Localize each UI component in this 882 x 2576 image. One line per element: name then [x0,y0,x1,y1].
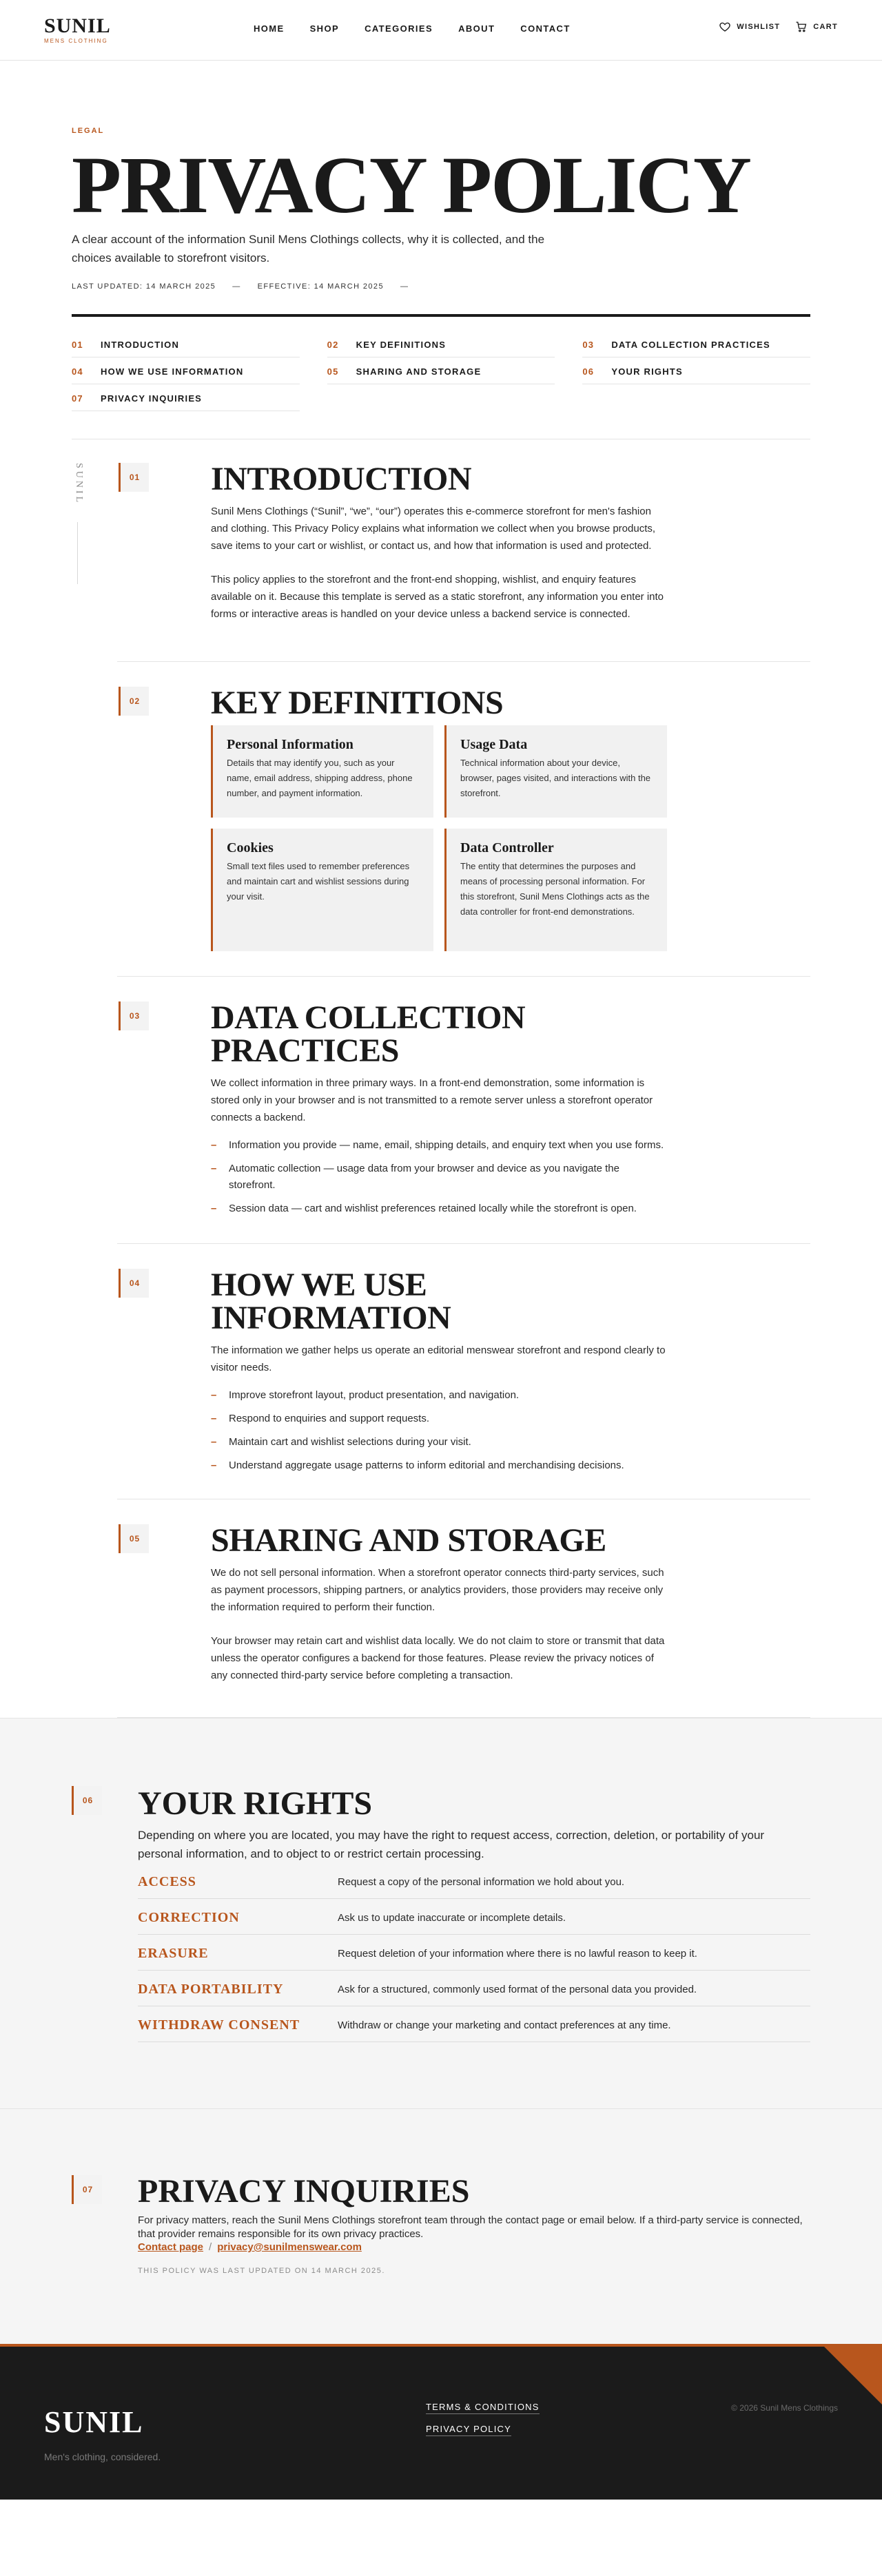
footer-copyright: © 2026 Sunil Mens Clothings [731,2403,838,2413]
toc-item-your-rights[interactable] [582,357,810,384]
list-item-text: Session data — cart and wishlist preferences retained locally while the storefront is open. [229,1203,637,1214]
title-line: DATA COLLECTION [211,999,526,1036]
list-item [211,1161,666,1194]
definition-title: Cookies [227,840,274,855]
section-title: INTRODUCTION [211,461,472,497]
toc-label: YOUR RIGHTS [611,366,683,377]
definition-title: Usage Data [460,737,528,752]
section-title: YOUR RIGHTS [138,1785,373,1822]
brand-logo[interactable] [44,16,111,44]
definition-title: Personal Information [227,737,353,752]
site-footer [0,2344,882,2500]
dash-icon: – [211,1413,217,1424]
hero-eyebrow: LEGAL [72,127,105,135]
toc-num: 06 [582,366,595,377]
cart-label: CART [813,23,838,31]
brand-subtitle: MENS CLOTHING [44,38,108,44]
toc-item-data-collection[interactable] [582,331,810,357]
toc-label: INTRODUCTION [101,340,180,350]
right-description: Request a copy of the personal information we hold about you. [338,1876,625,1888]
list-item [211,1137,666,1154]
dash-icon: – [211,1139,217,1151]
toc-num: 03 [582,340,595,350]
toc-item-privacy-inquiries[interactable] [72,384,300,411]
bullet-list [211,1387,666,1474]
right-name: DATA PORTABILITY [138,1982,284,1997]
cart-button[interactable] [795,21,838,33]
right-name: CORRECTION [138,1910,240,1925]
nav-contact[interactable]: CONTACT [520,23,571,34]
definitions-grid [211,725,667,951]
toc-item-key-definitions[interactable] [327,331,555,357]
section-sharing-storage [117,1499,810,1718]
list-item-text: Respond to enquiries and support requests. [229,1413,430,1424]
right-description: Withdraw or change your marketing and contact preferences at any time. [338,2019,671,2031]
toc-num: 04 [72,366,83,377]
section-number: 03 [119,1001,149,1030]
section-paragraph: This policy applies to the storefront and the front-end shopping, wishlist, and enquiry features available on it. Because this template is served as a static storefront, any information you enter into forms or interactive areas is handled on your device unless a backend service is connected. [211,574,664,620]
list-item-text: Automatic collection — usage data from your browser and device as you navigate the storefront. [229,1163,619,1191]
last-updated: LAST UPDATED: 14 MARCH 2025 [72,282,216,291]
list-item-text: Improve storefront layout, product presentation, and navigation. [229,1389,520,1401]
cart-icon [795,21,808,33]
privacy-email-link[interactable]: privacy@sunilmenswear.com [217,2241,362,2253]
list-item [211,1201,666,1217]
section-title [211,1269,666,1335]
section-paragraph: Sunil Mens Clothings (“Sunil”, “we”, “our”) operates this e-commerce storefront for men's fashion and clothing. This Privacy Policy explains what information we collect when you browse products, save items to your cart or wishlist, or contact us, and how that information is used and protected. [211,506,656,552]
toc-item-how-we-use[interactable] [72,357,300,384]
section-title [211,1001,666,1068]
section-title: PRIVACY INQUIRIES [138,2173,470,2210]
title-line: HOW WE USE [211,1267,427,1303]
section-your-rights [0,1718,882,2108]
toc-num: 05 [327,366,339,377]
definition-text: Details that may identify you, such as your name, email address, shipping address, phone number, and payment information. [227,758,413,798]
nav-categories[interactable]: CATEGORIES [365,23,433,34]
list-item [211,1457,666,1474]
section-number: 02 [119,687,149,716]
list-item-text: Understand aggregate usage patterns to inform editorial and merchandising decisions. [229,1460,624,1471]
toc-label: SHARING AND STORAGE [356,366,482,377]
dash-icon: – [211,1436,217,1448]
definition-card [444,829,667,951]
section-data-collection [117,977,810,1244]
footer-link-terms[interactable]: TERMS & CONDITIONS [426,2402,540,2414]
section-number: 05 [119,1524,149,1553]
footer-corner-accent [824,2347,882,2404]
header-actions [719,21,838,33]
definition-text: Technical information about your device, browser, pages visited, and interactions with the storefront. [460,758,651,798]
inquiries-paragraph: For privacy matters, reach the Sunil Mens Clothings storefront team through the contact page or email below. If a third-party service is connected, that provider remains responsible for its own privacy practices. [138,2214,803,2240]
toc-num: 02 [327,340,339,350]
right-row [138,1863,810,1899]
dash-icon: – [211,1203,217,1214]
definition-text: The entity that determines the purposes and means of processing personal information. For this storefront, Sunil Mens Clothings acts as the data controller for front-end demonstrations. [460,861,650,917]
toc-num: 07 [72,393,83,404]
title-line: INFORMATION [211,1300,451,1336]
right-row [138,2006,810,2042]
list-item [211,1387,666,1404]
list-item [211,1434,666,1451]
section-introduction [117,439,810,662]
toc-label: KEY DEFINITIONS [356,340,447,350]
wishlist-label: WISHLIST [737,23,781,31]
link-separator: / [209,2241,212,2253]
rights-list [138,1863,810,2042]
footer-brand[interactable]: SUNIL [44,2405,144,2439]
definition-title: Data Controller [460,840,554,855]
toc-label: DATA COLLECTION PRACTICES [611,340,770,350]
section-number: 01 [119,463,149,492]
section-number: 07 [72,2175,102,2204]
hero [0,61,882,439]
policy-sections [0,439,882,1718]
bullet-list [211,1137,666,1217]
definition-text: Small text files used to remember preferences and maintain cart and wishlist sessions during your visit. [227,861,410,902]
page-title: PRIVACY POLICY [72,140,750,230]
toc-item-sharing-storage[interactable] [327,357,555,384]
wishlist-button[interactable] [719,21,780,33]
site-header [0,0,882,61]
effective-date: EFFECTIVE: 14 MARCH 2025 [257,282,384,291]
dash-icon: – [211,1163,217,1174]
toc-num: 01 [72,340,83,350]
side-brand: SUNIL [74,463,84,506]
hero-meta [72,282,810,291]
right-row [138,1899,810,1935]
definition-card [444,725,667,818]
right-name: WITHDRAW CONSENT [138,2017,300,2033]
rights-lead: Depending on where you are located, you may have the right to request access, correction, deletion, or portability of your personal information, and to object to or restrict certain processing. [138,1829,765,1860]
meta-dash: — [400,282,409,291]
section-title: SHARING AND STORAGE [211,1522,606,1559]
section-privacy-inquiries [0,2108,882,2344]
list-item-text: Information you provide — name, email, shipping details, and enquiry text when you use forms. [229,1139,664,1151]
section-paragraph: We do not sell personal information. When a storefront operator connects third-party services, such as payment processors, shipping partners, or analytics providers, those providers may receive only the information required to perform their function. [211,1567,664,1613]
heart-icon [719,21,731,33]
list-item [211,1411,666,1427]
right-row [138,1935,810,1971]
right-description: Ask for a structured, commonly used format of the personal data you provided. [338,1984,697,1995]
nav-about[interactable]: ABOUT [458,23,495,34]
title-line: PRACTICES [211,1032,399,1069]
section-number: 04 [119,1269,149,1298]
right-name: ACCESS [138,1874,196,1889]
inquiries-links [138,2241,810,2253]
toc-label: HOW WE USE INFORMATION [101,366,244,377]
toc-label: PRIVACY INQUIRIES [101,393,203,404]
toc-item-introduction[interactable] [72,331,300,357]
right-description: Request deletion of your information where there is no lawful reason to keep it. [338,1948,697,1960]
section-paragraph: Your browser may retain cart and wishlist data locally. We do not claim to store or transmit that data unless the operator configures a backend for those features. Please review the privacy notices of any connected third-party service before completing a transaction. [211,1635,665,1681]
brand-name: SUNIL [44,14,111,37]
main-nav [254,23,571,34]
right-description: Ask us to update inaccurate or incomplete details. [338,1912,566,1924]
nav-shop[interactable]: SHOP [309,23,340,34]
side-divider [77,522,78,584]
footer-link-privacy[interactable]: PRIVACY POLICY [426,2424,511,2436]
dash-icon: – [211,1460,217,1471]
section-number: 06 [72,1786,102,1815]
footer-links [426,2402,540,2436]
contact-page-link[interactable]: Contact page [138,2241,204,2253]
section-key-definitions [117,662,810,977]
right-name: ERASURE [138,1946,209,1961]
dash-icon: – [211,1389,217,1401]
section-paragraph: The information we gather helps us operate an editorial menswear storefront and respond clearly to visitor needs. [211,1344,666,1373]
nav-home[interactable]: HOME [254,23,285,34]
hero-lead: A clear account of the information Sunil Mens Clothings collects, why it is collected, and the choices available to storefront visitors. [72,233,545,264]
section-paragraph: We collect information in three primary ways. In a front-end demonstration, some information is stored only in your browser and is not transmitted to a remote server unless a storefront operator connects a backend. [211,1077,653,1123]
footer-tagline: Men's clothing, considered. [44,2451,161,2462]
section-how-we-use [117,1244,810,1499]
table-of-contents [72,317,810,439]
policy-updated-note: THIS POLICY WAS LAST UPDATED ON 14 MARCH 2025. [138,2267,385,2275]
right-row [138,1971,810,2006]
definition-card [211,829,433,951]
definition-card [211,725,433,818]
meta-dash: — [232,282,241,291]
section-title: KEY DEFINITIONS [211,685,504,721]
list-item-text: Maintain cart and wishlist selections during your visit. [229,1436,471,1448]
